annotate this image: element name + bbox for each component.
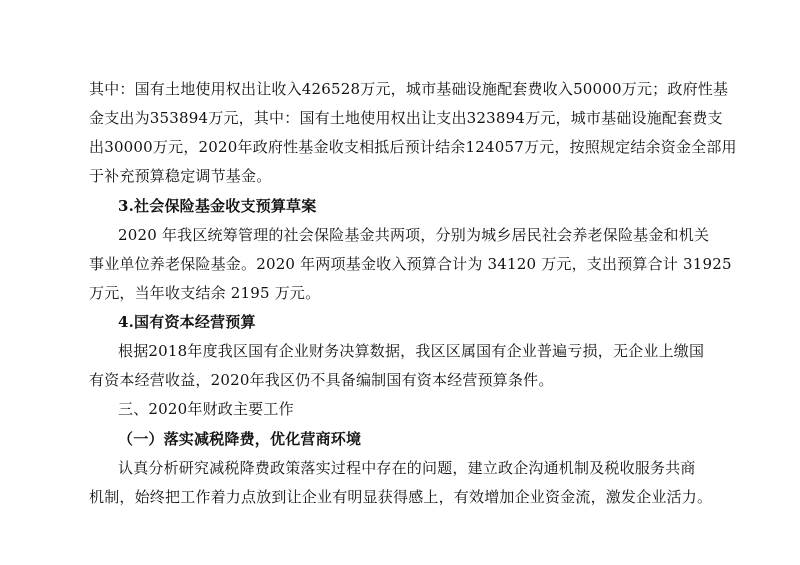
- section-heading: 三、2020年财政主要工作: [118, 400, 294, 418]
- body-text-line: 2020 年我区统筹管理的社会保险基金共两项，分别为城乡居民社会养老保险基金和机关: [118, 226, 710, 244]
- body-text-line: 金支出为353894万元，其中：国有土地使用权出让支出323894万元，城市基础设施配套费支: [89, 109, 723, 127]
- subsection-heading: （一）落实减税降费，优化营商环境: [118, 430, 362, 448]
- body-text-line: 事业单位养老保险基金。2020 年两项基金收入预算合计为 34120 万元，支出预算合计 31925: [89, 255, 732, 273]
- section-heading: 3.社会保险基金收支预算草案: [118, 197, 317, 215]
- body-text-line: 其中：国有土地使用权出让收入426528万元，城市基础设施配套费收入50000万元；政府性基: [89, 80, 729, 98]
- body-text-line: 根据2018年度我区国有企业财务决算数据，我区区属国有企业普遍亏损，无企业上缴国: [118, 342, 705, 360]
- body-text-line: 有资本经营收益，2020年我区仍不具备编制国有资本经营预算条件。: [89, 371, 554, 389]
- body-text-line: 万元，当年收支结余 2195 万元。: [89, 284, 321, 302]
- body-text-line: 机制，始终把工作着力点放到让企业有明显获得感上，有效增加企业资金流，激发企业活力。: [89, 488, 713, 506]
- body-text-line: 于补充预算稳定调节基金。: [89, 167, 272, 185]
- body-text-line: 认真分析研究减税降费政策落实过程中存在的问题，建立政企沟通机制及税收服务共商: [118, 459, 696, 477]
- body-text-line: 出30000万元，2020年政府性基金收支相抵后预计结余124057万元，按照规定结余资金全部用: [89, 138, 737, 156]
- section-heading: 4.国有资本经营预算: [118, 313, 256, 331]
